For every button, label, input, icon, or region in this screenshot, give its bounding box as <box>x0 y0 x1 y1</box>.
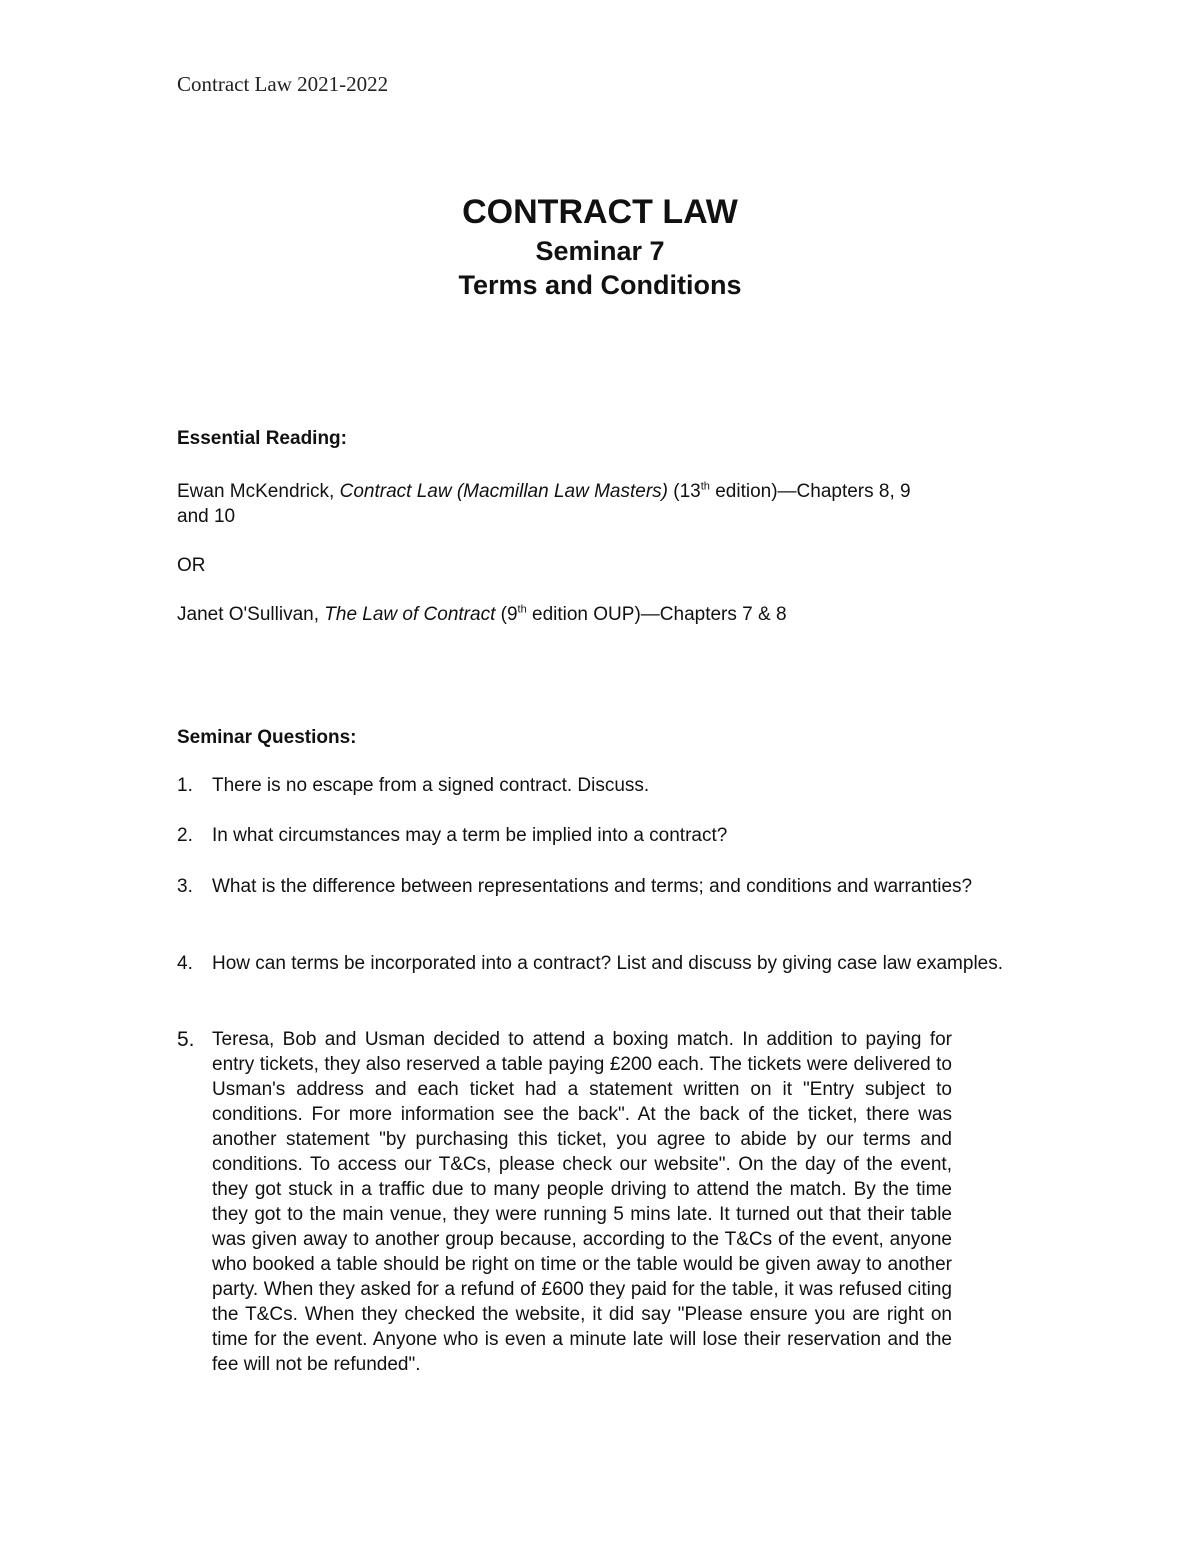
reading-or: OR <box>177 555 206 576</box>
question-number: 4. <box>177 953 193 974</box>
book-title: Contract Law (Macmillan Law Masters) <box>339 481 668 502</box>
question-number: 1. <box>177 775 193 796</box>
essential-reading-heading: Essential Reading: <box>177 428 347 449</box>
reading-item-line1 <box>177 479 1027 504</box>
author-name: Janet O'Sullivan, <box>177 604 325 625</box>
question-text: What is the difference between representations and terms; and conditions and warranties? <box>212 876 973 897</box>
seminar-number: Seminar 7 <box>535 236 665 266</box>
page-header: Contract Law 2021-2022 <box>177 72 389 96</box>
question-text: There is no escape from a signed contract. Discuss. <box>212 775 650 796</box>
reading-item-osullivan <box>177 602 1027 627</box>
seminar-topic: Terms and Conditions <box>458 270 742 300</box>
reading-item-mckendrick <box>177 479 1027 529</box>
edition-number: (13 <box>668 481 701 502</box>
edition-chapters: edition)—Chapters 8, 9 <box>709 481 911 502</box>
edition-number: (9 <box>495 604 518 625</box>
question-text: In what circumstances may a term be implied into a contract? <box>212 825 728 846</box>
question-number: 2. <box>177 825 193 846</box>
question-text: Teresa, Bob and Usman decided to attend a boxing match. In addition to paying for entry tickets, they also reserved a table paying £200 each. The tickets were delivered to Usman's address and each ticket had a statement written on it "Entry subject to conditions. For more information see the back". At the back of the ticket, there was another statement "by purchasing this ticket, you agree to abide by our terms and conditions. To access our T&Cs, please check our website". On the day of the event, they got stuck in a traffic due to many people driving to attend the match. By the time they got to the main venue, they were running 5 mins late. It turned out that their table was given away to another group because, according to the T&Cs of the event, anyone who booked a table should be right on time or the table would be given away to another party. When they asked for a refund of £600 they paid for the table, it was refused citing the T&Cs. When they checked the website, it did say "Please ensure you are right on time for the event. Anyone who is even a minute late will lose their reservation and the fee will not be refunded". <box>212 1029 952 1375</box>
question-number: 3. <box>177 876 193 897</box>
document-title: CONTRACT LAW <box>462 193 738 231</box>
book-title: The Law of Contract <box>324 604 496 625</box>
seminar-questions-heading: Seminar Questions: <box>177 727 357 748</box>
question-number: 5. <box>177 1028 195 1051</box>
edition-suffix: th <box>700 480 710 493</box>
reading-item-line2: and 10 <box>177 506 236 527</box>
author-name: Ewan McKendrick, <box>177 481 340 502</box>
edition-chapters: edition OUP)—Chapters 7 & 8 <box>526 604 787 625</box>
edition-suffix: th <box>517 603 527 616</box>
question-text: How can terms be incorporated into a contract? List and discuss by giving case law examples. <box>212 953 1004 974</box>
